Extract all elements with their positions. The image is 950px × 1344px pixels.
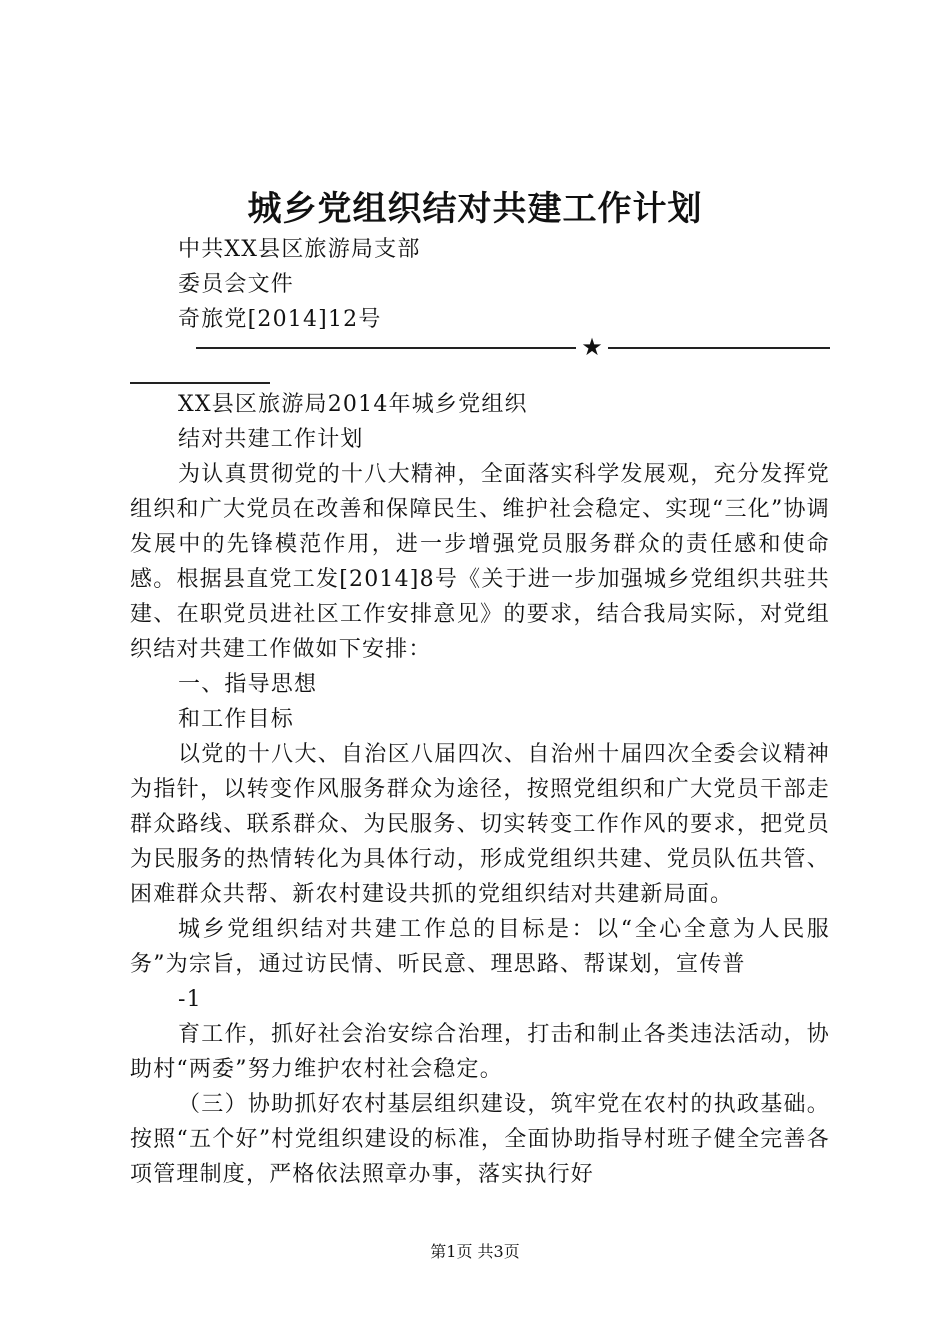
divider-rule-left [196, 347, 576, 349]
paragraph-item-three: （三）协助抓好农村基层组织建设，筑牢党在农村的执政基础。按照“五个好”村党组织建设的标准，全面协助指导村班子健全完善各项管理制度，严格依法照章办事，落实执行好 [130, 1092, 830, 1187]
divider-rule-right [608, 347, 830, 349]
page-marker: -1 [178, 987, 202, 1012]
document-body [130, 387, 830, 1192]
doc-title-line-1: XX县区旅游局2014年城乡党组织 [178, 392, 528, 417]
divider-rule-tail [130, 382, 270, 384]
paragraph-guiding-thought: 以党的十八大、自治区八届四次、自治州十届四次全委会议精神为指针，以转变作风服务群众为途径，按照党组织和广大党员干部走群众路线、联系群众、为民服务、切实转变工作作风的要求，把党员为民服务的热情转化为具体行动，形成党组织共建、党员队伍共管、困难群众共帮、新农村建设共抓的党组织结对共建新局面。 [130, 742, 830, 907]
header-line-doc-number: 奇旅党[2014]12号 [178, 307, 382, 332]
section-heading-line-1: 一、指导思想 [178, 672, 318, 697]
document-title: 城乡党组织结对共建工作计划 [247, 189, 703, 229]
divider-rule-row [196, 330, 830, 365]
header-divider [130, 330, 830, 390]
page-footer: 第1页 共3页 [430, 1242, 520, 1261]
star-icon: ★ [581, 333, 603, 361]
doc-title-line-2: 结对共建工作计划 [178, 427, 364, 452]
paragraph-continuation: 育工作，抓好社会治安综合治理，打击和制止各类违法活动，协助村“两委”努力维护农村社会稳定。 [130, 1022, 830, 1082]
paragraph-intro: 为认真贯彻党的十八大精神，全面落实科学发展观，充分发挥党组织和广大党员在改善和保障民生、维护社会稳定、实现“三化”协调发展中的先锋模范作用，进一步增强党员服务群众的责任感和使命感。根据县直党工发[2014]8号《关于进一步加强城乡党组织共驻共建、在职党员进社区工作安排意见》的要求，结合我局实际，对党组织结对共建工作做如下安排： [130, 462, 830, 662]
header-line-org: 中共XX县区旅游局支部 [178, 237, 421, 262]
section-heading-line-2: 和工作目标 [178, 707, 295, 732]
paragraph-work-goal: 城乡党组织结对共建工作总的目标是：以“全心全意为人民服务”为宗旨，通过访民情、听民意、理思路、帮谋划，宣传普 [130, 917, 830, 977]
issuing-header [130, 232, 830, 337]
header-line-committee: 委员会文件 [178, 272, 295, 297]
